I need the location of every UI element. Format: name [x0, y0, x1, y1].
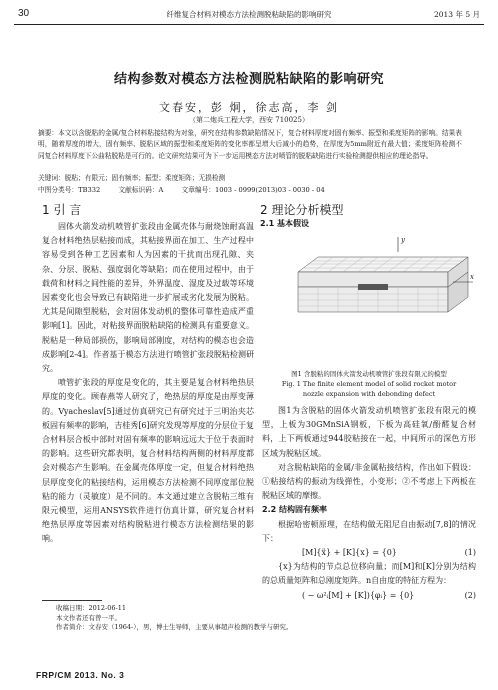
x-axis-label: x	[470, 273, 474, 281]
document-code: 文献标识码：A	[118, 186, 164, 194]
header-rule	[14, 24, 484, 25]
footnote	[56, 604, 466, 633]
figure-caption-en-line2: nozzle expansion with debonding defect	[302, 390, 436, 398]
section-2-paragraph: 图1为含脱粘的固体火箭发动机喷管扩张段有限元的模型，上板为30GMnSiA钢板，下板为高硅氧/酚醛复合材料，上下两板通过944胶粘接在一起，中间所示的深色方形区域为脱粘区域。	[262, 406, 476, 458]
section-2-paragraph: {x}为结构的节点总位移向量；而[M]和[K]分别为结构的总质量矩阵和总刚度矩阵。n自由度的特征方程为：	[262, 562, 476, 586]
paper-title: 结构参数对模态方法检测脱粘缺陷的影响研究	[113, 72, 384, 87]
clc-number: 中图分类号：TB332	[38, 186, 101, 194]
section-2-paragraph: 对含脱粘缺陷的金属/非金属粘接结构，作出如下假设：①粘接结构的振动为线弹性，小变形；②不考虑上下两板在脱粘区域的摩擦。	[262, 462, 476, 501]
equation-1-body: [M]{ẍ} + [K]{x} = {0}	[302, 548, 397, 558]
section-2-heading: 2 理论分析模型	[260, 203, 344, 217]
section-2-body	[262, 404, 476, 603]
equation-1-number: (1)	[464, 548, 476, 558]
section-1-paragraph: 固体火箭发动机喷管扩张段由金属壳体与耐烧蚀耐高温复合材料绝热层粘接而成，其粘接界面在加工、生产过程中容易受到各种工艺因素和人为因素的干扰而出现孔隙、夹杂、分层、脱粘、强度弱化等缺陷；而在使用过程中，由于载荷和材料之间性能的差异，外界温度、湿度及过载等环境因素变化也会导致已有缺陷进一步扩展或劣化发展为脱粘。尤其是间隙型脱粘，会对固体发动机的整体可靠性造成严重影响[1]。因此，对粘接界面脱粘缺陷的检测具有重要意义。脱粘是一种局部损伤，影响局部刚度，对结构的模态也会造成影响[2-4]。作者基于模态方法进行喷管扩张段脱粘检测研究。	[42, 222, 254, 374]
section-2-paragraph: 根据哈密顿原理，在结构做无阻尼自由振动[7,8]的情况下：	[262, 519, 476, 543]
y-axis-label: y	[401, 236, 405, 244]
fund-note: 本文作者还有曾一平。	[56, 613, 121, 622]
author-list: 文春安，彭 炯，徐志高，李 剑	[159, 101, 339, 114]
received-date: 收稿日期：2012-06-11	[56, 604, 126, 612]
equation-2-body: ( − ω²ᵢ[M] + [K]){φᵢ} = {0}	[302, 590, 415, 600]
debond-region	[358, 284, 388, 290]
section-1-heading: 1 引 言	[42, 203, 82, 217]
equation-2-number: (2)	[464, 590, 476, 600]
subsection-2-1-heading: 2.1 基本假设	[260, 219, 309, 228]
classification-line	[38, 184, 462, 194]
article-number: 文章编号：1003 - 0999(2013)03 - 0030 - 04	[181, 186, 325, 194]
figure-caption	[262, 369, 476, 399]
keywords: 关键词：脱粘；有限元；固有频率；振型；柔度矩阵；无损检测	[38, 174, 226, 182]
running-header	[14, 8, 484, 22]
finite-element-model-figure	[278, 232, 478, 362]
issue-date: 2013 年 5 月	[433, 10, 480, 19]
bottom-plate-side	[298, 287, 448, 312]
author-bio: 作者简介：文春安（1964-），男，博士生导师，主要从事超声检测的教学与研究。	[56, 623, 293, 631]
figure-caption-en-line1: Fig. 1 The finite element model of solid rocket motor	[281, 380, 457, 388]
equation-1	[262, 546, 476, 560]
journal-footer: FRP/CM 2013. No. 3	[36, 670, 125, 680]
figure-caption-cn: 图1 含脱粘的固体火箭发动机喷管扩张段有限元的模型	[291, 370, 447, 378]
equation-2	[262, 589, 476, 603]
abstract: 摘要：本文以含脱粘的金属/复合材料粘接结构为对象，研究在结构参数缺陷情况下，复合材料厚度对固有频率、振型和柔度矩阵的影响。结果表明，随着厚度的增大，固有频率、脱粘区域的振型和柔度矩阵的变化率都呈增大后减小的趋势，在厚度为5mm附近有最大值；柔度矩阵检测不同复合材料厚度下公曲粘脱粘是可行的。论文研究结果可为下一步运用模态方法对喷管的脱粘缺陷进行实验检测提供相应的理论指导。	[38, 129, 462, 160]
subsection-2-2-heading: 2.2 结构固有频率	[262, 505, 327, 515]
running-title: 纤维复合材料对模态方法检测脱粘缺陷的影响研究	[166, 10, 332, 19]
affiliation: （第二炮兵工程大学，西安 710025）	[189, 116, 309, 124]
footnote-rule	[42, 600, 102, 601]
page-number: 30	[18, 8, 30, 19]
section-1-paragraph: 喷管扩张段的厚度是变化的，其主要是复合材料绝热层厚度的变化。顾春燕等人研究了，绝热层的厚度是由厚变薄的。Vyacheslav[5]通过仿真研究已有研究过于三明治夹芯板固有频率的影响，吉桂秀[6]研究发现等厚度的分层位于复合材料层合板中部时对固有频率的影响远远大于位于表面时的影响。这些研究都表明，复合材料结构两侧的材料厚度都会对模态产生影响。在金属壳体厚度一定，但复合材料绝热层厚度变化的粘接结构，运用模态方法检测不同厚度部位脱粘的能力（灵敏度）是不同的。本文通过建立含脱粘三维有限元模型，运用ANSYS软件进行仿真计算，研究复合材料绝热层厚度等因素对结构脱粘进行模态方法检测结果的影响。	[42, 378, 254, 544]
section-1-body	[42, 220, 254, 547]
